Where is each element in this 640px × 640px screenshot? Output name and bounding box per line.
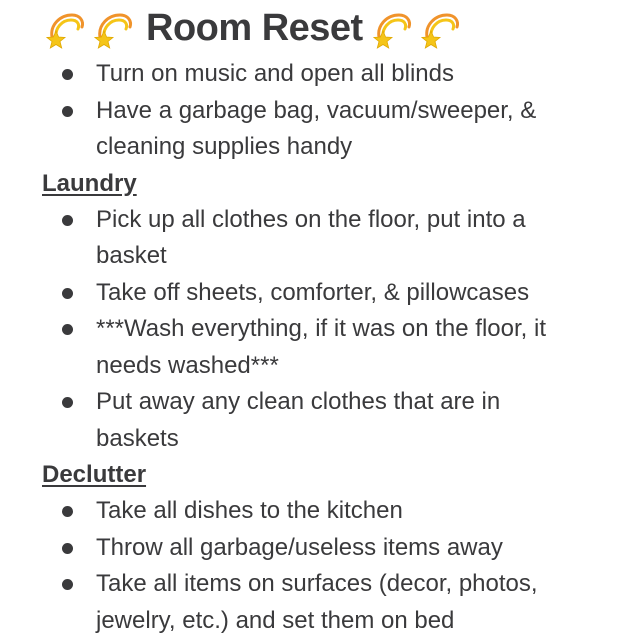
dizzy-comet-icon (373, 7, 415, 49)
list-item (42, 384, 582, 457)
list-item-text: Have a garbage bag, vacuum/sweeper, & cleaning supplies handy (96, 96, 537, 160)
list-item-text: Pick up all clothes on the floor, put into a basket (96, 205, 526, 269)
dizzy-comet-icon (421, 7, 463, 49)
bullet-icon (62, 579, 73, 590)
list-item (42, 493, 582, 530)
list-item (42, 311, 582, 384)
section-heading-laundry: Laundry (42, 169, 137, 197)
bullet-icon (62, 215, 73, 226)
bullet-icon (62, 288, 73, 299)
declutter-list (42, 493, 640, 639)
section-heading-declutter: Declutter (42, 461, 147, 488)
list-item-text: Throw all garbage/useless items away (96, 533, 503, 561)
list-item (42, 530, 582, 567)
dizzy-comet-icon (94, 7, 136, 49)
list-item (42, 566, 582, 639)
bullet-icon (62, 69, 73, 80)
bullet-icon (62, 397, 73, 408)
dizzy-comet-icon (46, 7, 88, 49)
list-item (42, 275, 582, 312)
bullet-icon (62, 506, 73, 517)
list-item (42, 56, 582, 93)
list-item-text: Take all items on surfaces (decor, photos, jewelry, etc.) and set them on bed (96, 570, 538, 634)
list-item (42, 93, 582, 166)
title-row (42, 0, 640, 56)
intro-list (42, 56, 640, 166)
bullet-icon (62, 324, 73, 335)
list-item-text: ***Wash everything, if it was on the floor, it needs washed*** (96, 315, 546, 379)
list-item-text: Take all dishes to the kitchen (96, 497, 403, 524)
list-item (42, 202, 582, 275)
page-title: Room Reset (146, 7, 363, 49)
laundry-list (42, 202, 640, 458)
list-item-text: Put away any clean clothes that are in baskets (96, 388, 501, 452)
list-item-text: Take off sheets, comforter, & pillowcases (96, 278, 530, 306)
bullet-icon (62, 543, 73, 554)
list-item-text: Turn on music and open all blinds (96, 60, 454, 87)
bullet-icon (62, 106, 73, 117)
